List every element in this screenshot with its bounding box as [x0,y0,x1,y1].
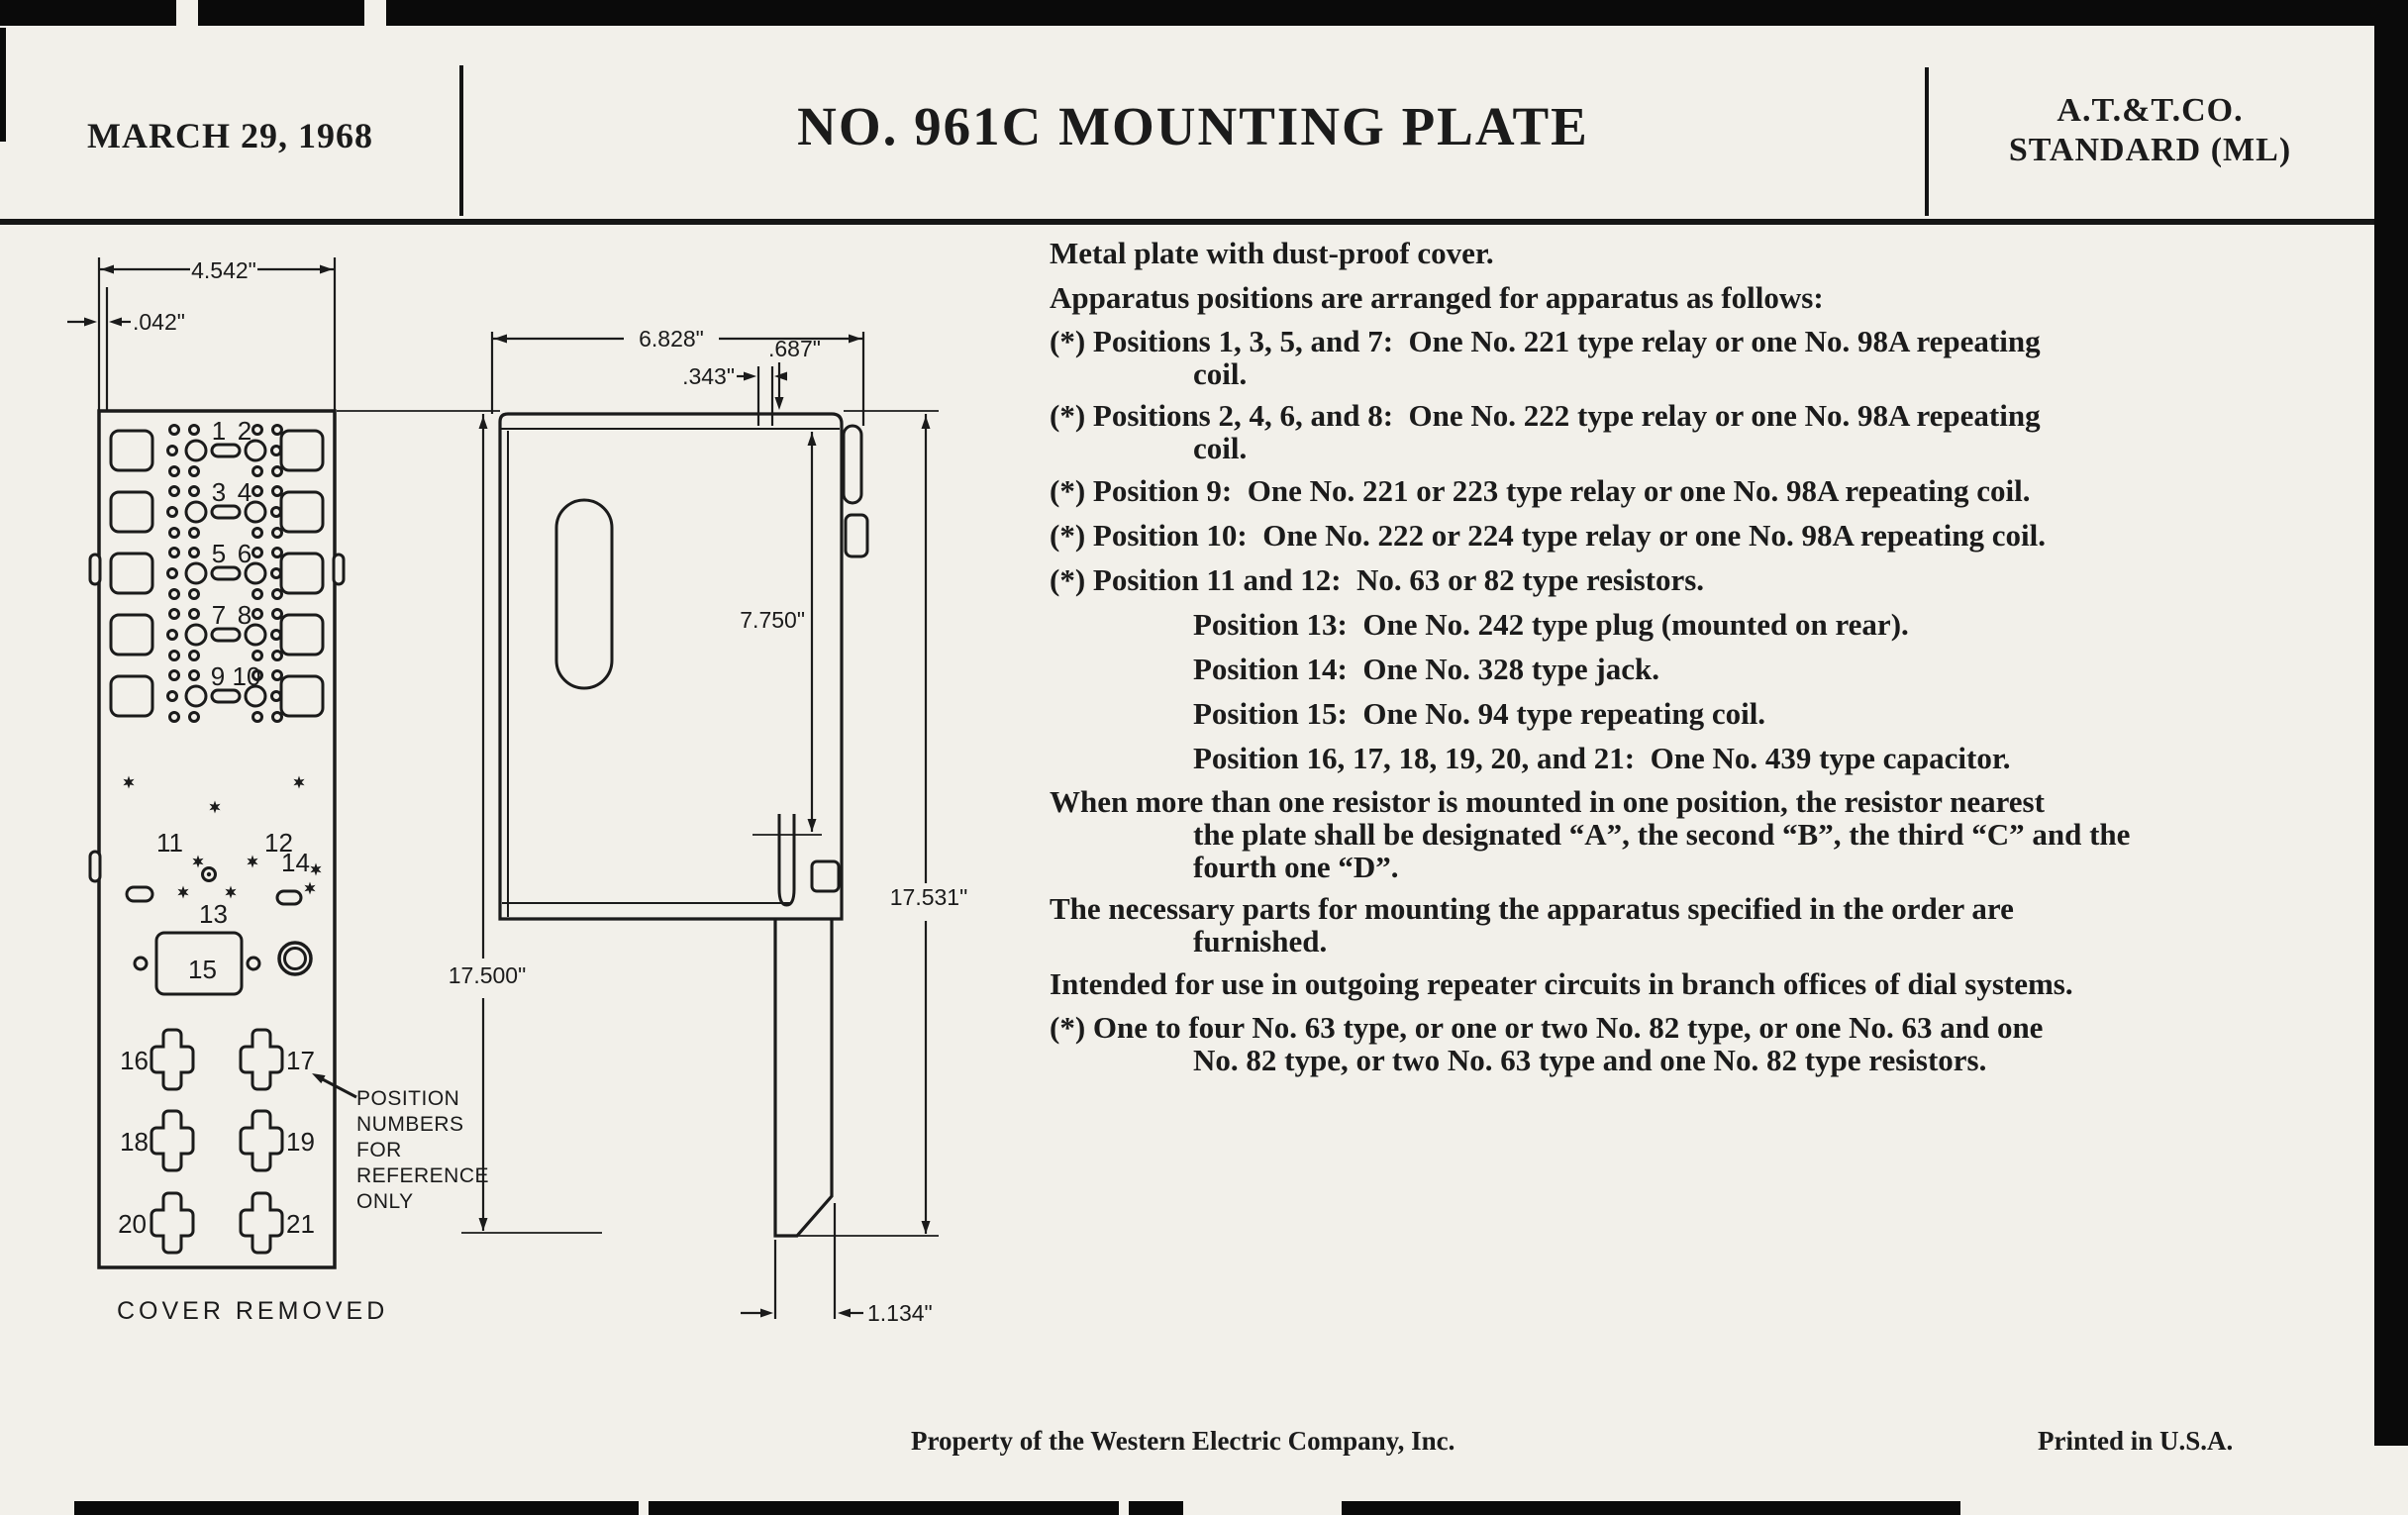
dimension-label: 17.531" [889,884,968,910]
scan-artifact-top-bar [0,0,2408,26]
org-name: A.T.&T.CO. [2057,92,2244,129]
spec-paragraph: Position 13: One No. 242 type plug (mounted on rear). [1193,607,1909,642]
position-label: 10 [232,661,261,691]
standard-label [1926,91,2374,170]
scan-artifact-bottom-bar [649,1501,1119,1515]
position-label: 4 [237,477,252,507]
dimension-label: 7.750" [740,607,805,633]
printed-notice: Printed in U.S.A. [2038,1426,2234,1456]
dimension-label: 4.542" [191,257,256,283]
spec-paragraph: Intended for use in outgoing repeater circuits in branch offices of dial systems. [1050,966,2073,1001]
dimension-label: 17.500" [448,962,527,988]
scan-artifact-bottom-bar [1129,1501,1183,1515]
scan-artifact-right-strip [2374,0,2408,1446]
spec-paragraph: Apparatus positions are arranged for apparatus as follows: [1050,280,1824,315]
dimension-label: 6.828" [639,326,704,352]
standard-type: STANDARD (ML) [2008,132,2292,168]
specification-text: Metal plate with dust-proof cover. Apparatus positions are arranged for apparatus as follows: (*) Positions 1, 3, 5, and 7: One No. 221 type relay or one No. 98A repeating coil. (*) Positions 2, 4, 6, and 8: One No. 222 type relay or one No. 98A repeating coil. (*) Position 9: One No. 221 or 223 type relay or one No. 98A repeating coil. (*) Position 10: One No. 222 or 224 type relay or one No. 98A repeating coil. (*) Position 11 and 12: No. 63 or 82 type resistors. Position 13: One No. 242 type plug (mounted on rear). Position 14: One No. 328 type jack. Position 15: One No. 94 type repeating coil. Position 16, 17, 18, 19, 20, and 21: One No. 439 type capacitor. When more than one resistor is mounted in one position, the resistor nearest the plate shall be designated “A”, the second “B”, the third “C” and the fourth one “D”. The necessary parts for mounting the apparatus specified in the order are furnished. Intended for use in outgoing repeater circuits in branch offices of dial systems. (*) One to four No. 63 type, or one or two No. 82 type, or one No. 63 and one No. 82 type, or two No. 63 type and one No. 82 type resistors. [1050,236,2349,1085]
spec-paragraph: (*) Position 11 and 12: No. 63 or 82 type resistors. [1050,562,1705,597]
position-label: 7 [211,600,227,630]
scan-artifact-bottom-bar [1342,1501,1960,1515]
position-label: 21 [286,1209,315,1239]
svg-text:REFERENCE: REFERENCE [356,1164,490,1187]
date-stamp: MARCH 29, 1968 [87,116,373,155]
spec-paragraph: Position 16, 17, 18, 19, 20, and 21: One No. 439 type capacitor. [1193,741,2011,775]
svg-text:ONLY: ONLY [356,1190,414,1213]
position-label: 19 [286,1127,315,1157]
cover-removed-caption: COVER REMOVED [117,1297,389,1325]
technical-drawing [30,228,1040,1426]
position-label: 13 [199,899,228,929]
spec-paragraph: Metal plate with dust-proof cover. [1050,236,1494,270]
svg-text:FOR: FOR [356,1139,402,1162]
spec-paragraph: Position 14: One No. 328 type jack. [1193,652,1660,686]
position-label: 14 [281,848,310,877]
header-rule [0,219,2374,225]
dimension-label: .687" [768,336,821,361]
position-label: 1 [211,416,227,446]
scan-artifact-gap [176,0,198,26]
position-label: 16 [120,1046,149,1075]
position-label: 17 [286,1046,315,1075]
svg-text:NUMBERS: NUMBERS [356,1113,464,1136]
spec-paragraph: (*) Position 9: One No. 221 or 223 type relay or one No. 98A repeating coil. [1050,473,2031,508]
position-label: 8 [237,600,252,630]
position-label: 18 [120,1127,149,1157]
property-notice: Property of the Western Electric Company, Inc. [911,1426,1455,1456]
front-view-diagram [67,257,489,1325]
position-label: 2 [237,416,252,446]
position-label: 5 [211,539,227,568]
position-numbers-annotation [310,1069,489,1213]
dimension-label: .343" [682,363,735,389]
dimension-label: 1.134" [867,1300,933,1326]
svg-text:POSITION: POSITION [356,1087,460,1110]
position-label: 3 [211,477,227,507]
spec-paragraph: (*) Position 10: One No. 222 or 224 type relay or one No. 98A repeating coil. [1050,518,2046,553]
dimension-label: .042" [133,309,185,335]
position-label: 15 [188,955,217,984]
position-label: 12 [264,828,293,858]
header-divider-right [1925,67,1929,216]
spec-paragraph: Position 15: One No. 94 type repeating coil. [1193,696,1766,731]
position-label: 6 [237,539,252,568]
page-title: NO. 961C MOUNTING PLATE [797,96,1589,156]
position-label: 9 [210,661,226,691]
header-divider-left [459,65,463,216]
scan-artifact-bottom-bar [74,1501,639,1515]
position-label: 20 [118,1209,147,1239]
scan-artifact-gap [364,0,386,26]
position-label: 11 [156,828,183,858]
